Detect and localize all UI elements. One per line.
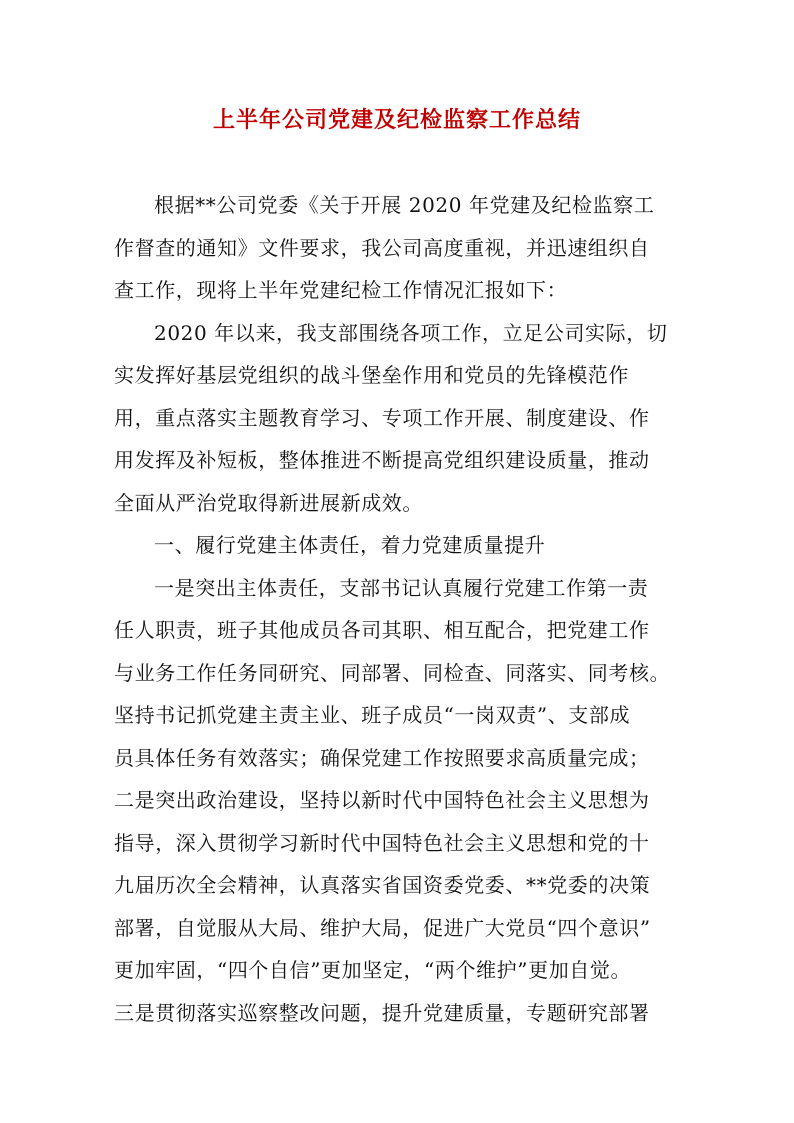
document-title: 上半年公司党建及纪检监察工作总结: [212, 107, 581, 133]
text-line: 根据**公司党委《关于开展 2020 年党建及纪检监察工: [154, 193, 655, 217]
text-line: 一、履行党建主体责任，着力党建质量提升: [154, 533, 546, 557]
text-line: 坚持书记抓党建主责主业、班子成员“一岗双责”、支部成: [114, 703, 631, 727]
text-line: 用发挥及补短板，整体推进不断提高党组织建设质量，推动: [114, 448, 650, 472]
text-line: 用，重点落实主题教育学习、专项工作开展、制度建设、作: [114, 405, 650, 430]
text-line: 作督查的通知》文件要求，我公司高度重视，并迅速组织自: [114, 235, 650, 260]
text-line: 实发挥好基层党组织的战斗堡垒作用和党员的先锋模范作: [114, 363, 629, 387]
text-line: 九届历次全会精神，认真落实省国资委党委、**党委的决策: [114, 873, 651, 897]
text-line: 全面从严治党取得新进展新成效。: [114, 490, 423, 515]
text-line: 2020 年以来，我支部围绕各项工作，立足公司实际，切: [154, 320, 668, 345]
section-heading-1: [114, 524, 686, 567]
paragraph-intro: [114, 184, 686, 312]
document-body: [114, 184, 686, 1034]
paragraph-section-1: [114, 567, 686, 1035]
text-line: 查工作，现将上半年党建纪检工作情况汇报如下：: [114, 278, 568, 302]
text-line: 部署，自觉服从大局、维护大局，促进广大党员“四个意识”: [114, 915, 651, 940]
text-line: 员具体任务有效落实；确保党建工作按照要求高质量完成；: [114, 745, 650, 770]
text-line: 一是突出主体责任，支部书记认真履行党建工作第一责: [154, 575, 649, 600]
paragraph-overview: [114, 312, 686, 525]
text-line: 三是贯彻落实巡察整改问题，提升党建质量，专题研究部署: [114, 1000, 650, 1025]
text-line: 二是突出政治建设，坚持以新时代中国特色社会主义思想为: [114, 788, 650, 812]
text-line: 任人职责，班子其他成员各司其职、相互配合，把党建工作: [114, 618, 650, 642]
text-line: 指导，深入贯彻学习新时代中国特色社会主义思想和党的十: [114, 830, 650, 855]
text-line: 更加牢固，“四个自信”更加坚定，“两个维护”更加自觉。: [114, 958, 632, 982]
text-line: 与业务工作任务同研究、同部署、同检查、同落实、同考核。: [114, 660, 671, 685]
